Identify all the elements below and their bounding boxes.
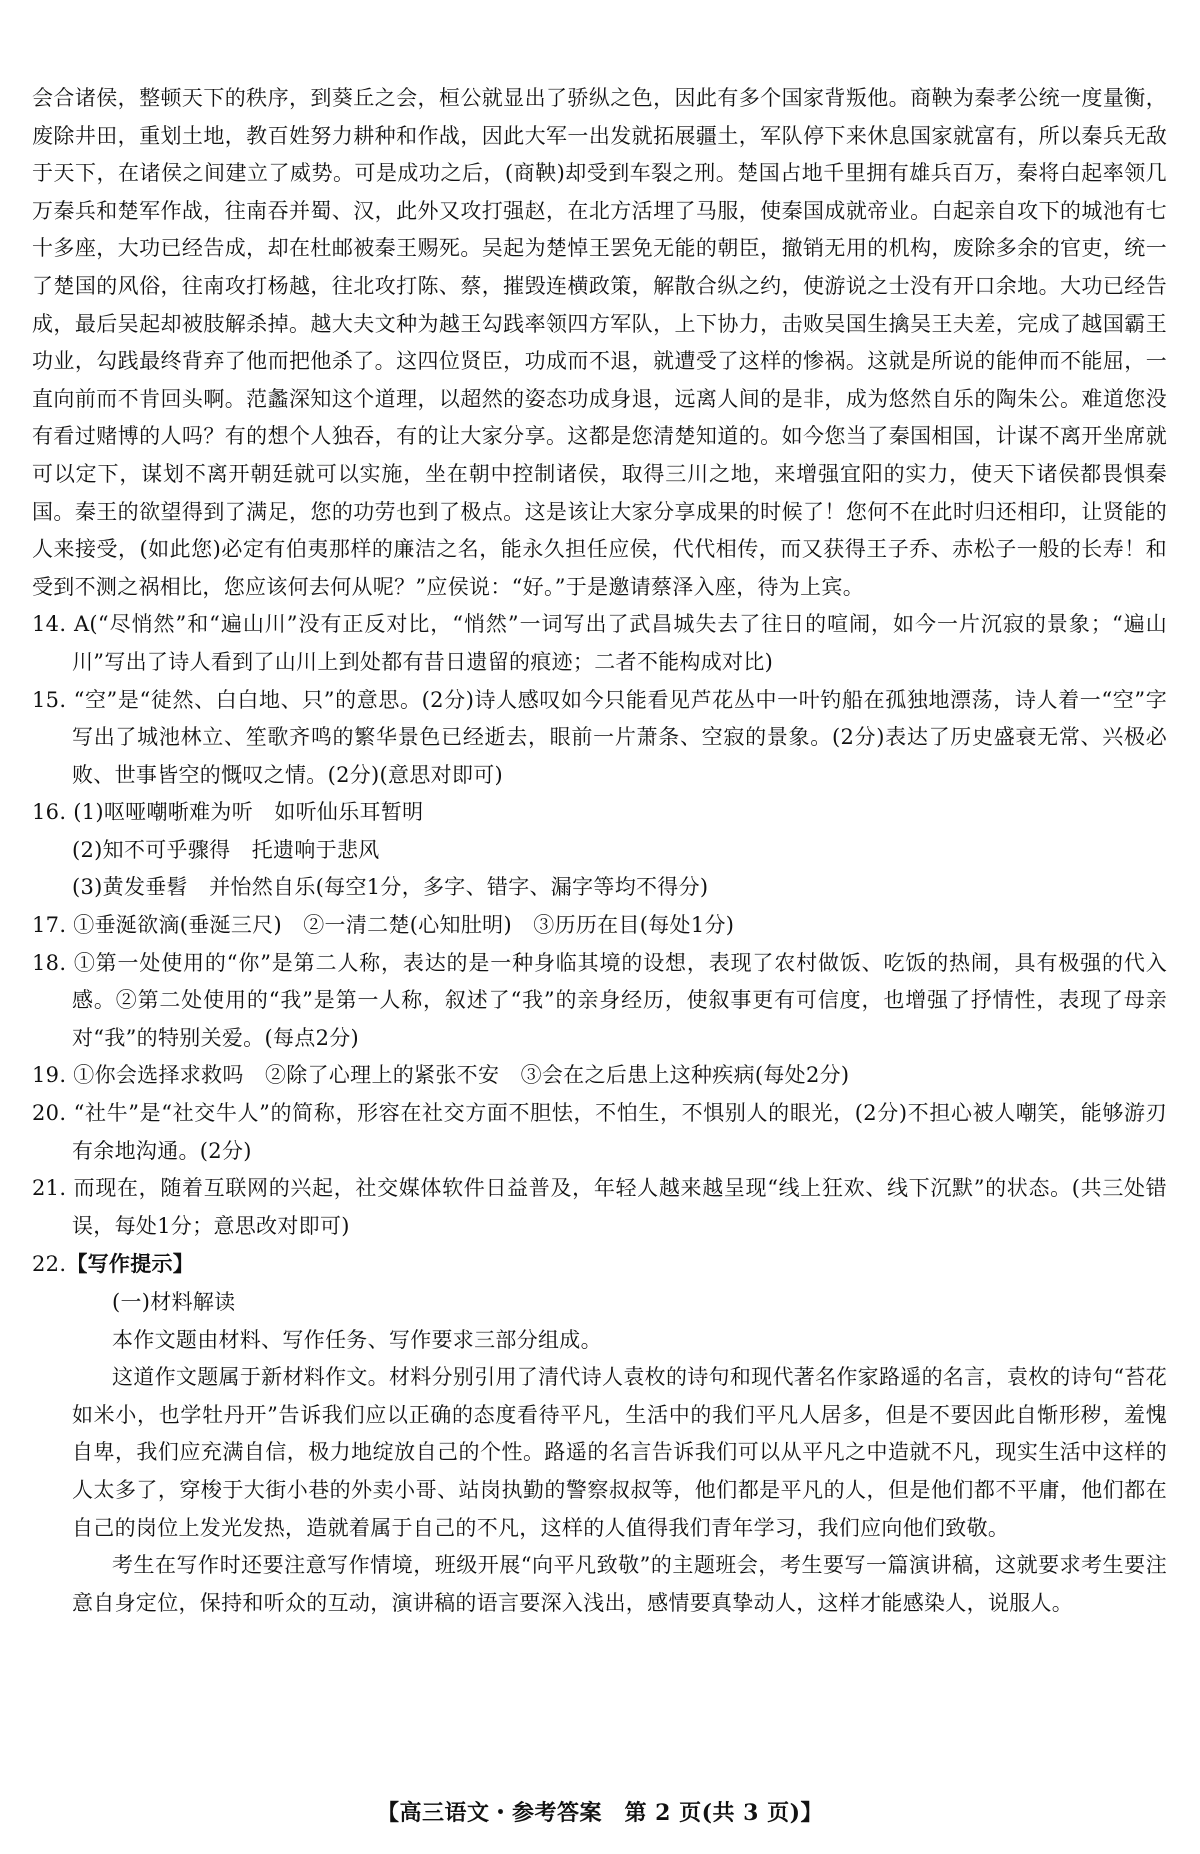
translation-passage: 会合诸侯，整顿天下的秩序，到葵丘之会，桓公就显出了骄纵之色，因此有多个国家背叛他。商鞅为秦孝公统一度量衡，废除井田，重划土地，教百姓努力耕种和作战，因此大军一出发就拓展疆土，军队停下来休息国家就富有，所以秦兵无敌于天下，在诸侯之间建立了威势。可是成功之后，(商鞅)却受到车裂之刑。楚国占地千里拥有雄兵百万，秦将白起率领几万秦兵和楚军作战，往南吞并蜀、汉，此外又攻打强赵，在北方活埋了马服，使秦国成就帝业。白起亲自攻下的城池有七十多座，大功已经告成，却在杜邮被秦王赐死。吴起为楚悼王罢免无能的朝臣，撤销无用的机构，废除多余的官吏，统一了楚国的风俗，往南攻打杨越，往北攻打陈、蔡，摧毁连横政策，解散合纵之约，使游说之士没有开口余地。大功已经告成，最后吴起却被肢解杀掉。越大夫文种为越王勾践率领四方军队，上下协力，击败吴国生擒吴王夫差，完成了越国霸王功业，勾践最终背弃了他而把他杀了。这四位贤臣，功成而不退，就遭受了这样的惨祸。这就是所说的能伸而不能屈，一直向前而不肯回头啊。范蠡深知这个道理，以超然的姿态功成身退，远离人间的是非，成为悠然自乐的陶朱公。难道您没有看过赌博的人吗？有的想个人独吞，有的让大家分享。这都是您清楚知道的。如今您当了秦国相国，计谋不离开坐席就可以定下，谋划不离开朝廷就可以实施，坐在朝中控制诸侯，取得三川之地，来增强宜阳的实力，使天下诸侯都畏惧秦国。秦王的欲望得到了满足，您的功劳也到了极点。这是该让大家分享成果的时候了！您何不在此时归还相印，让贤能的人来接受，(如此您)必定有伯夷那样的廉洁之名，能永久担任应侯，代代相传，而又获得王子乔、赤松子一般的长寿！和受到不测之祸相比，您应该何去何从呢？”应侯说：“好。”于是邀请蔡泽入座，待为上宾。 [32, 86, 1167, 599]
page-footer: 【高三语文・参考答案 第 2 页(共 3 页)】 [376, 1800, 824, 1826]
writing-context-paragraph: 考生在写作时还要注意写作情境，班级开展“向平凡致敬”的主题班会，考生要写一篇演讲稿，这就要求考生要注意自身定位，保持和听众的互动，演讲稿的语言要深入浅出，感情要真挚动人，这样才能感染人，说服人。 [72, 1553, 1167, 1615]
answer-22-heading [32, 1245, 1167, 1284]
essay-structure-paragraph: 本作文题由材料、写作任务、写作要求三部分组成。 [112, 1327, 602, 1352]
answer-19: 19. ①你会选择求救吗 ②除了心理上的紧张不安 ③会在之后患上这种疾病(每处2分) [32, 1063, 850, 1088]
material-analysis-paragraph: 这道作文题属于新材料作文。材料分别引用了清代诗人袁枚的诗句和现代著名作家路遥的名言，袁枚的诗句“苔花如米小，也学牡丹开”告诉我们应以正确的态度看待平凡，生活中的我们平凡人居多，但是不要因此自惭形秽，羞愧自卑，我们应充满自信，极力地绽放自己的个性。路遥的名言告诉我们可以从平凡之中造就不凡，现实生活中这样的人太多了，穿梭于大街小巷的外卖小哥、站岗执勤的警察叔叔等，他们都是平凡的人，但是他们都不平庸，他们都在自己的岗位上发光发热，造就着属于自己的不凡，这样的人值得我们青年学习，我们应向他们致敬。 [72, 1365, 1167, 1540]
answer-20: 20. “社牛”是“社交牛人”的简称，形容在社交方面不胆怯，不怕生，不惧别人的眼光，(2分)不担心被人嘲笑，能够游刃有余地沟通。(2分) [32, 1101, 1167, 1163]
answer-17: 17. ①垂涎欲滴(垂涎三尺) ②一清二楚(心知肚明) ③历历在目(每处1分) [32, 913, 735, 938]
answer-15: 15. “空”是“徒然、白白地、只”的意思。(2分)诗人感叹如今只能看见芦花丛中一叶钓船在孤独地漂荡，诗人着一“空”字写出了城池林立、笙歌齐鸣的繁华景色已经逝去，眼前一片萧条、空寂的景象。(2分)表达了历史盛衰无常、兴极必败、世事皆空的慨叹之情。(2分)(意思对即可) [32, 687, 1167, 787]
answer-content [32, 80, 1167, 1622]
answer-22-number: 22. [32, 1252, 67, 1277]
answer-14: 14. A(“尽悄然”和“遍山川”没有正反对比，“悄然”一词写出了武昌城失去了往日的喧闹，如今一片沉寂的景象；“遍山川”写出了诗人看到了山川上到处都有昔日遗留的痕迹；二者不能构成对比) [32, 612, 1167, 674]
material-interpretation-heading: (一)材料解读 [112, 1290, 236, 1314]
answer-18: 18. ①第一处使用的“你”是第二人称，表达的是一种身临其境的设想，表现了农村做饭、吃饭的热闹，具有极强的代入感。②第二处使用的“我”是第一人称，叙述了“我”的亲身经历，使叙事更有可信度，也增强了抒情性，表现了母亲对“我”的特别关爱。(每点2分) [32, 950, 1167, 1050]
answer-16-part-1: 16. (1)呕哑嘲哳难为听 如听仙乐耳暂明 [32, 800, 424, 825]
answer-16-part-3: (3)黄发垂髫 并怡然自乐(每空1分，多字、错字、漏字等均不得分) [72, 875, 709, 900]
writing-tips-title: 【写作提示】 [66, 1251, 195, 1277]
answer-21: 21. 而现在，随着互联网的兴起，社交媒体软件日益普及，年轻人越来越呈现“线上狂欢、线下沉默”的状态。(共三处错误，每处1分；意思改对即可) [32, 1176, 1167, 1238]
answer-16-part-2: (2)知不可乎骤得 托遗响于悲风 [72, 837, 380, 862]
